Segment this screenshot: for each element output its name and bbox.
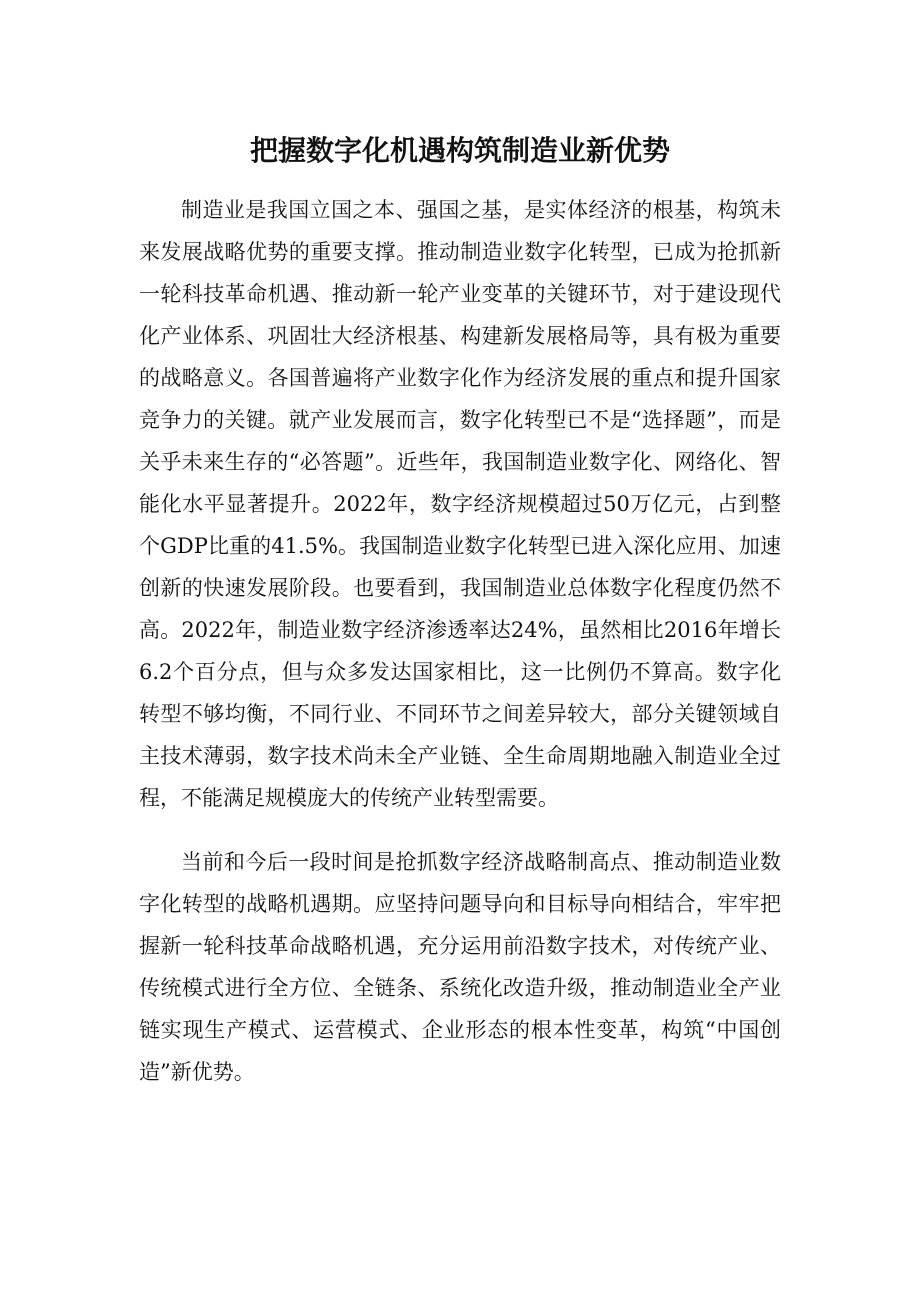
document-title: 把握数字化机遇构筑制造业新优势 [249, 134, 670, 167]
paragraph-2: 当前和今后一段时间是抢抓数字经济战略制高点、推动制造业数字化转型的战略机遇期。应坚持问题导向和目标导向相结合，牢牢把握新一轮科技革命战略机遇，充分运用前沿数字技术，对传统产业、传统模式进行全方位、全链条、系统化改造升级，推动制造业全产业链实现生产模式、运营模式、企业形态的根本性变革，构筑“中国创造”新优势。 [139, 850, 781, 1084]
paragraph-1: 制造业是我国立国之本、强国之基，是实体经济的根基，构筑未来发展战略优势的重要支撑。推动制造业数字化转型，已成为抢抓新一轮科技革命机遇、推动新一轮产业变革的关键环节，对于建设现代化产业体系、巩固壮大经济根基、构建新发展格局等，具有极为重要的战略意义。各国普遍将产业数字化作为经济发展的重点和提升国家竞争力的关键。就产业发展而言，数字化转型已不是“选择题”，而是关乎未来生存的“必答题”。近些年，我国制造业数字化、网络化、智能化水平显著提升。2022年，数字经济规模超过50万亿元，占到整个GDP比重的41.5%。我国制造业数字化转型已进入深化应用、加速创新的快速发展阶段。也要看到，我国制造业总体数字化程度仍然不高。2022年，制造业数字经济渗透率达24%，虽然相比2016年增长6.2个百分点，但与众多发达国家相比，这一比例仍不算高。数字化转型不够均衡，不同行业、不同环节之间差异较大，部分关键领域自主技术薄弱，数字技术尚未全产业链、全生命周期地融入制造业全过程，不能满足规模庞大的传统产业转型需要。 [139, 198, 781, 810]
document-body [139, 189, 781, 1093]
